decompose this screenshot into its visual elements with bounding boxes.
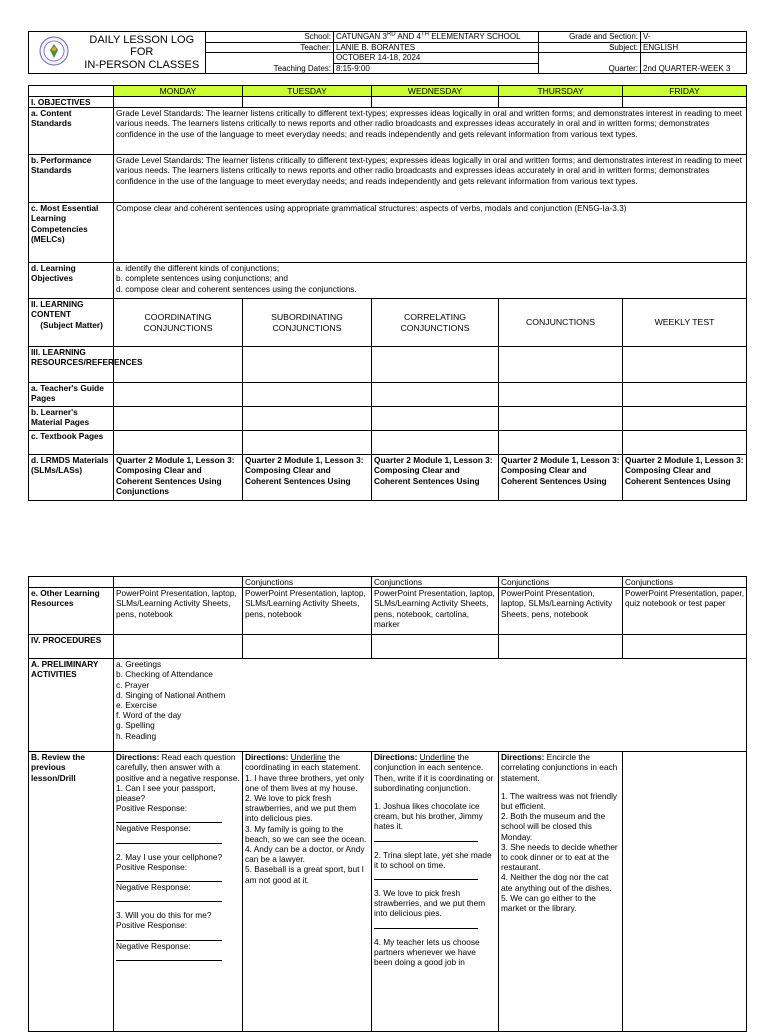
answer-line [374, 832, 478, 842]
item-1: 1. The waitress was not friendly but efficient. [501, 790, 618, 812]
objective-d: d. compose clear and coherent sentences using the conjunctions. [116, 283, 357, 294]
directions-label: Directions: [374, 752, 418, 763]
item-1: 1. I have three brothers, yet only one of them lives at my house. [245, 772, 364, 793]
item-3: 3. We love to pick fresh strawberries, and we put them into delicious pies. [374, 888, 486, 919]
day-wednesday: WEDNESDAY [372, 86, 499, 97]
document-title [79, 32, 206, 74]
quarter-value: 2nd QUARTER-WEEK 3 [641, 53, 747, 74]
objective-a: a. identify the different kinds of conjunctions; [116, 263, 280, 274]
directions-text: the coordinating in each statement. [245, 752, 361, 773]
item-4: 4. Andy can be a doctor, or Andy can be a lawyer. [245, 844, 365, 865]
positive-label: Positive Response: [116, 803, 188, 814]
directions-label: Directions: [501, 752, 545, 763]
teachers-guide-label: a. Teacher's Guide Pages [29, 383, 114, 407]
title-line-3: IN-PERSON CLASSES [84, 58, 200, 71]
directions-text: the conjunction in each sentence. Then, write if it is coordinating or subordinating conjunction. [374, 752, 494, 793]
question-1: 1. Can I see your passport, please? [116, 782, 216, 804]
lrmds-label: d. LRMDS Materials (SLMs/LASs) [29, 455, 114, 501]
question-2: 2. May I use your cellphone? [116, 851, 223, 862]
objectives-heading: I. OBJECTIVES [29, 97, 114, 108]
lrmds-thursday: Quarter 2 Module 1, Lesson 3: Composing Clear and Coherent Sentences Using [499, 455, 623, 501]
item-5: 5. We can go either to the market or the library. [501, 892, 596, 914]
title-line-2: FOR [130, 46, 154, 59]
corner-cell [29, 86, 114, 97]
positive-label: Positive Response: [116, 861, 188, 872]
melc-label: c. Most Essential Learning Competencies (MELCs) [29, 203, 114, 263]
dates-value-2: 8:15-9:00 [334, 63, 539, 74]
other-tuesday: PowerPoint Presentation, laptop, SLMs/Learning Activity Sheets, pens, notebook [243, 588, 372, 635]
learning-objectives-label: d. Learning Objectives [29, 263, 114, 299]
answer-line [116, 892, 222, 902]
underline-word: Underline [290, 752, 327, 763]
seal-icon [39, 36, 69, 66]
answer-line [374, 919, 478, 929]
review-monday [114, 752, 243, 1032]
textbook-label: c. Textbook Pages [29, 431, 114, 455]
carry-tuesday: Conjunctions [243, 577, 372, 588]
performance-standards-label: b. Performance Standards [29, 155, 114, 203]
teacher-label: Teacher: [206, 42, 334, 53]
lesson-log-table-2 [28, 576, 747, 1032]
answer-line [116, 813, 222, 823]
school-value: CATUNGAN 3RD AND 4TH ELEMENTARY SCHOOL [334, 32, 539, 43]
learning-content-label: II. LEARNING CONTENT (Subject Matter) [29, 299, 114, 347]
learning-objectives-text [114, 263, 747, 299]
preliminary-list [114, 659, 747, 752]
item-5: 5. Baseball is a great sport, but I am not good at it. [245, 864, 364, 885]
item-1: 1. Joshua likes chocolate ice cream, but his brother, Jimmy hates it. [374, 801, 483, 832]
dates-value-1: OCTOBER 14-18, 2024 [334, 53, 539, 64]
answer-line [116, 872, 222, 882]
other-resources-label: e. Other Learning Resources [29, 588, 114, 635]
content-standards-label: a. Content Standards [29, 108, 114, 155]
carry-thursday: Conjunctions [499, 577, 623, 588]
positive-label: Positive Response: [116, 920, 188, 931]
carry-wednesday: Conjunctions [372, 577, 499, 588]
lrmds-wednesday: Quarter 2 Module 1, Lesson 3: Composing Clear and Coherent Sentences Using [372, 455, 499, 501]
review-label: B. Review the previous lesson/Drill [29, 752, 114, 1032]
directions-label: Directions: [245, 752, 289, 763]
topic-monday: COORDINATING CONJUNCTIONS [114, 299, 243, 347]
prelim-item: b. Checking of Attendance [116, 669, 213, 680]
subject-value: ENGLISH [641, 42, 747, 53]
answer-line [116, 834, 222, 844]
lesson-log-table-1 [28, 85, 747, 501]
prelim-item: h. Reading [116, 730, 157, 741]
review-friday [623, 752, 747, 1032]
prelim-item: d. Singing of National Anthem [116, 689, 226, 700]
negative-label: Negative Response: [116, 940, 191, 951]
underline-word: Underline [419, 752, 456, 763]
prelim-item: g. Spelling [116, 720, 155, 731]
other-thursday: PowerPoint Presentation, laptop, SLMs/Learning Activity Sheets, pens, notebook [499, 588, 623, 635]
prelim-item: f. Word of the day [116, 710, 182, 721]
lrmds-friday: Quarter 2 Module 1, Lesson 3: Composing Clear and Coherent Sentences Using [623, 455, 747, 501]
other-friday: PowerPoint Presentation, paper, quiz notebook or test paper [623, 588, 747, 635]
topic-tuesday: SUBORDINATING CONJUNCTIONS [243, 299, 372, 347]
dates-label: Teaching Dates: [206, 53, 334, 74]
item-3: 3. My family is going to the beach, so we can see the ocean. [245, 823, 367, 844]
performance-standards-text: Grade Level Standards: The learner listens critically to different text-types; expresses ideas logically in oral and written forms; and demonstrates interest in reading to meet various needs. The learners listens critically to news reports and other radio broadcasts and expresses ideas accurately in oral and in written forms; demonstrates confidence in the use of the language to meet everyday needs; and reads independently and gets relevant information from various text types. [114, 155, 747, 203]
review-wednesday [372, 752, 499, 1032]
question-3: 3. Will you do this for me? [116, 910, 212, 921]
other-wednesday: PowerPoint Presentation, laptop, SLMs/Learning Activity Sheets, pens, notebook, cartolina, marker [372, 588, 499, 635]
day-friday: FRIDAY [623, 86, 747, 97]
resources-label: III. LEARNING RESOURCES/REFERENCES [29, 347, 114, 383]
day-thursday: THURSDAY [499, 86, 623, 97]
directions-text: Read each question carefully, then answer with a positive and a negative response. [116, 752, 240, 783]
day-tuesday: TUESDAY [243, 86, 372, 97]
grade-value: V- [641, 32, 747, 43]
topic-friday: WEEKLY TEST [623, 299, 747, 347]
item-4: 4. Neither the dog nor the cat ate anything out of the dishes. [501, 872, 612, 893]
quarter-label: Quarter: [539, 53, 641, 74]
grade-label: Grade and Section: [539, 32, 641, 43]
prelim-item: e. Exercise [116, 700, 158, 711]
directions-label: Directions: [116, 752, 160, 763]
review-tuesday [243, 752, 372, 1032]
day-monday: MONDAY [114, 86, 243, 97]
topic-thursday: CONJUNCTIONS [499, 299, 623, 347]
lrmds-tuesday: Quarter 2 Module 1, Lesson 3: Composing Clear and Coherent Sentences Using [243, 455, 372, 501]
answer-line [374, 870, 478, 880]
answer-line [116, 931, 222, 941]
preliminary-label: A. PRELIMINARY ACTIVITIES [29, 659, 114, 752]
melc-text: Compose clear and coherent sentences using appropriate grammatical structures: aspects of verbs, modals and conjunction (EN5G-Ia-3.3) [114, 203, 747, 263]
other-monday: PowerPoint Presentation, laptop, SLMs/Learning Activity Sheets, pens, notebook [114, 588, 243, 635]
subject-label: Subject: [539, 42, 641, 53]
answer-line [116, 951, 222, 961]
teacher-value: LANIE B. BORANTES [334, 42, 539, 53]
carry-friday: Conjunctions [623, 577, 747, 588]
lrmds-monday: Quarter 2 Module 1, Lesson 3: Composing Clear and Coherent Sentences Using Conjunctions [114, 455, 243, 501]
school-label: School: [206, 32, 334, 43]
prelim-item: c. Prayer [116, 679, 150, 690]
title-line-1: DAILY LESSON LOG [89, 33, 195, 46]
item-2: 2. We love to pick fresh strawberries, and we put them into delicious pies. [245, 793, 357, 824]
deped-seal [29, 32, 79, 74]
procedures-label: IV. PROCEDURES [29, 635, 114, 659]
content-standards-text: Grade Level Standards: The learner listens critically to different text-types; expresses ideas logically in oral and written forms; and demonstrates interest in reading to meet various needs. The learners listens critically to news reports and other radio broadcasts and expresses ideas accurately in oral and in written forms; demonstrates confidence in the use of the language to meet everyday needs; and reads independently and gets relevant information from various text types. [114, 108, 747, 155]
objective-b: b. complete sentences using conjunctions; and [116, 273, 289, 284]
item-3: 3. She needs to decide whether to cook dinner or to eat at the restaurant. [501, 841, 618, 873]
directions-text: Encircle the correlating conjunctions in each statement. [501, 752, 618, 783]
prelim-item: a. Greetings [116, 659, 162, 670]
review-thursday [499, 752, 623, 1032]
item-2: 2. Both the museum and the school will be closed this Monday. [501, 811, 606, 842]
topic-wednesday: CORRELATING CONJUNCTIONS [372, 299, 499, 347]
learners-material-label: b. Learner's Material Pages [29, 407, 114, 431]
item-2: 2. Trina slept late, yet she made it to school on time. [374, 849, 492, 870]
header-table [28, 31, 747, 74]
negative-label: Negative Response: [116, 823, 191, 834]
item-4: 4. My teacher lets us choose partners whenever we have been doing a good job in [374, 936, 480, 968]
negative-label: Negative Response: [116, 882, 191, 893]
